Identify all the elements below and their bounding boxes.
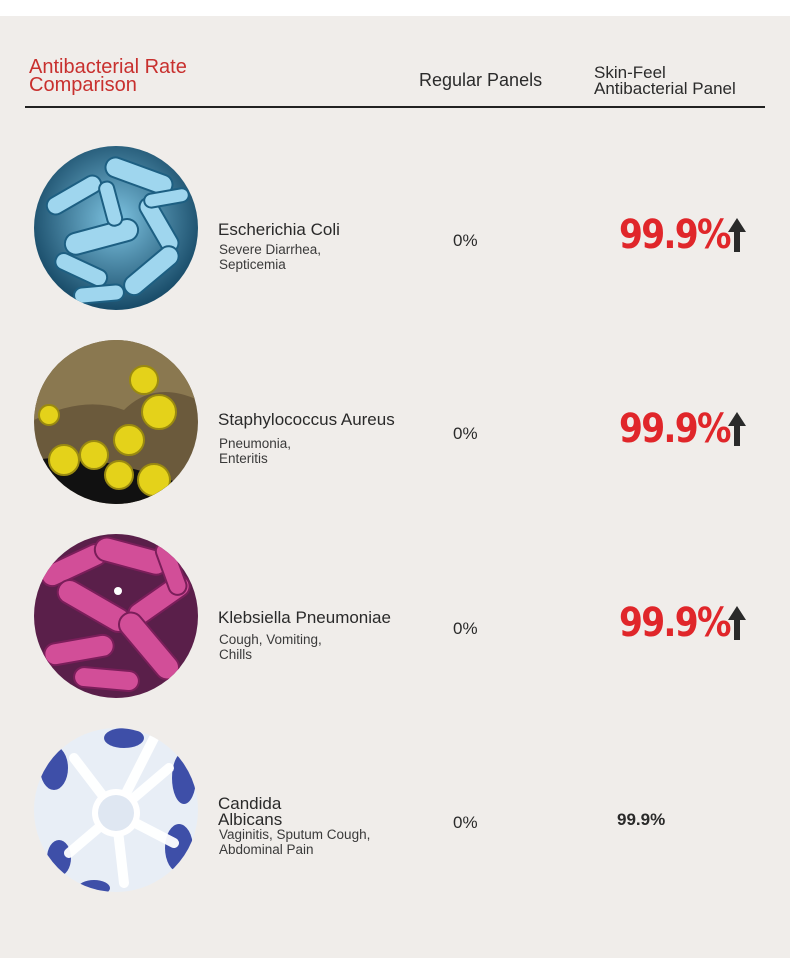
column-header-skin-line-1: Skin-Feel — [594, 63, 666, 82]
header-divider — [25, 106, 765, 108]
title-line-2: Comparison — [29, 74, 137, 96]
skin-panel-value: 99.9% — [619, 600, 730, 646]
regular-panel-value: 0% — [453, 424, 478, 443]
arrow-up-icon — [728, 606, 746, 640]
effects-line-2: Chills — [219, 647, 253, 662]
bacteria-effects — [219, 436, 429, 466]
page-title — [29, 58, 239, 94]
column-header-skin-feel — [594, 65, 774, 97]
skin-panel-value: 99.9% — [619, 406, 730, 452]
name-line-2: Albicans — [218, 810, 283, 829]
comparison-row — [0, 724, 790, 894]
effects-line-1: Vaginitis, Sputum Cough, — [219, 827, 371, 842]
bacteria-name: Klebsiella Pneumoniae — [218, 608, 391, 627]
skin-panel-value: 99.9% — [619, 212, 730, 258]
column-header-skin-line-2: Antibacterial Panel — [594, 79, 736, 98]
comparison-row — [0, 336, 790, 506]
regular-panel-value: 0% — [453, 619, 478, 638]
effects-line-2: Septicemia — [219, 257, 286, 272]
bacteria-effects — [219, 827, 429, 857]
regular-panel-value: 0% — [453, 813, 478, 832]
column-header-regular: Regular Panels — [419, 70, 543, 90]
effects-line-1: Cough, Vomiting, — [219, 632, 322, 647]
top-band — [0, 0, 790, 16]
effects-line-1: Severe Diarrhea, — [219, 242, 322, 257]
e-coli-image — [34, 146, 198, 310]
comparison-row — [0, 142, 790, 312]
effects-line-2: Abdominal Pain — [219, 842, 314, 857]
arrow-up-icon — [728, 218, 746, 252]
name-line-1: Candida — [218, 794, 282, 813]
bacteria-name: Staphylococcus Aureus — [218, 410, 395, 429]
bacteria-effects — [219, 632, 429, 662]
klebsiella-image — [34, 534, 198, 698]
skin-panel-value: 99.9% — [617, 810, 666, 829]
bacteria-name — [218, 796, 428, 828]
staphylococcus-image — [34, 340, 198, 504]
regular-panel-value: 0% — [453, 231, 478, 250]
arrow-up-icon — [728, 412, 746, 446]
bacteria-name: Escherichia Coli — [218, 220, 340, 239]
effects-line-1: Pneumonia, — [219, 436, 292, 451]
title-line-1: Antibacterial Rate — [29, 56, 187, 78]
bacteria-effects — [219, 242, 429, 272]
candida-image — [34, 728, 198, 892]
comparison-row — [0, 530, 790, 700]
effects-line-2: Enteritis — [219, 451, 268, 466]
